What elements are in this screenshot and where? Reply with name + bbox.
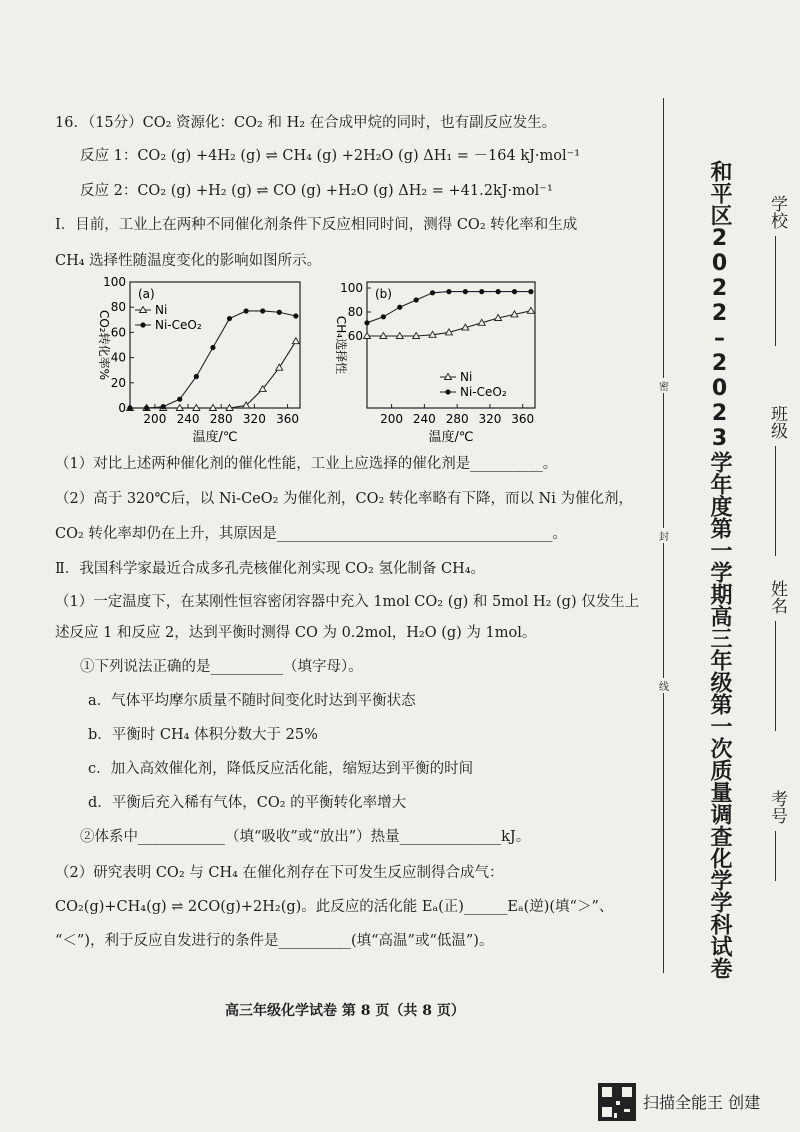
part1-line1: Ⅰ．目前，工业上在两种不同催化剂条件下反应相同时间，测得 CO₂ 转化率和生成 <box>55 217 578 233</box>
qr-code-icon <box>598 1083 636 1121</box>
x-tick-label: 280 <box>209 412 233 426</box>
option-a: a．气体平均摩尔质量不随时间变化时达到平衡状态 <box>88 693 416 709</box>
field-exam-number-label: 考号 <box>767 790 787 824</box>
p2q1-line1: （1）一定温度下，在某刚性恒容密闭容器中充入 1mol CO₂ (g) 和 5mol H₂ (g) 仅发生上 <box>55 594 640 610</box>
field-name-label: 姓名 <box>767 580 787 614</box>
legend-dot <box>445 389 450 394</box>
part1-line2: CH₄ 选择性随温度变化的影响如图所示。 <box>55 253 322 269</box>
x-tick-label: 320 <box>478 412 502 426</box>
q2-line2: CO₂ 转化率却仍在上升，其原因是______________________________________。 <box>55 526 567 542</box>
data-point-dot <box>381 314 386 319</box>
chart-a <box>75 270 315 450</box>
x-tick-label: 200 <box>143 412 167 426</box>
y-tick-label: 80 <box>347 305 363 319</box>
x-tick-label: 360 <box>511 412 535 426</box>
scanner-watermark: 扫描全能王 创建 <box>643 1093 761 1112</box>
page-footer: 高三年级化学试卷 第 8 页（共 8 页） <box>225 1003 465 1019</box>
binding-mark-3: 线 <box>659 678 669 693</box>
x-tick-label: 360 <box>276 412 300 426</box>
option-d: d．平衡后充入稀有气体，CO₂ 的平衡转化率增大 <box>88 795 407 811</box>
field-exam-number <box>768 790 785 824</box>
x-axis-label: 温度/℃ <box>428 430 474 445</box>
data-point-dot <box>277 310 282 315</box>
legend-label: Ni-CeO₂ <box>460 385 507 399</box>
data-point-dot <box>194 374 199 379</box>
p2q2-line3: “＜”)，利于反应自发进行的条件是__________(填“高温”或“低温”)。 <box>55 933 494 949</box>
p2q2-line1: （2）研究表明 CO₂ 与 CH₄ 在催化剂存在下可发生反应制得合成气： <box>55 865 504 881</box>
field-school <box>768 195 785 229</box>
field-class-line <box>775 446 776 556</box>
legend-dot <box>140 322 145 327</box>
q2-line1: （2）高于 320℃后，以 Ni-CeO₂ 为催化剂，CO₂ 转化率略有下降，而以 Ni 为催化剂， <box>55 491 633 507</box>
data-point-dot <box>227 316 232 321</box>
y-axis-label: CH₄选择性 <box>334 315 348 375</box>
data-point-dot <box>446 289 451 294</box>
field-name-line <box>775 621 776 731</box>
binding-mark-2: 封 <box>659 528 669 543</box>
chart-b <box>325 270 550 450</box>
data-point-dot <box>414 297 419 302</box>
reaction-2: 反应 2：CO₂ (g) +H₂ (g) ⇌ CO (g) +H₂O (g) ΔH₂ = +41.2kJ·mol⁻¹ <box>80 183 553 199</box>
data-point-dot <box>496 289 501 294</box>
legend-label: Ni-CeO₂ <box>155 318 202 332</box>
y-axis-label: CO₂转化率% <box>97 309 111 381</box>
data-point-dot <box>260 308 265 313</box>
y-tick-label: 60 <box>347 329 363 343</box>
field-class-label: 班级 <box>767 405 787 439</box>
y-tick-label: 40 <box>110 350 126 365</box>
panel-label: (b) <box>375 287 392 301</box>
sub-question-2: ②体系中____________（填“吸收”或“放出”）热量______________kJ。 <box>80 829 531 845</box>
data-point-dot <box>293 313 298 318</box>
x-tick-label: 280 <box>445 412 469 426</box>
binding-mark-1: 密 <box>659 378 669 393</box>
x-tick-label: 320 <box>242 412 266 426</box>
field-name <box>768 580 785 614</box>
option-b: b．平衡时 CH₄ 体积分数大于 25% <box>88 727 318 743</box>
data-point-dot <box>397 305 402 310</box>
side-title <box>707 160 733 979</box>
legend-label: Ni <box>460 370 473 384</box>
data-point-dot <box>430 290 435 295</box>
data-point-dot <box>243 308 248 313</box>
data-point-dot <box>144 405 149 410</box>
x-tick-label: 200 <box>380 412 404 426</box>
legend-label: Ni <box>155 303 168 317</box>
y-tick-label: 100 <box>103 275 126 289</box>
y-tick-label: 80 <box>110 300 126 315</box>
sub-question-1: ①下列说法正确的是__________（填字母）。 <box>80 659 363 675</box>
question-intro: 16．（15分）CO₂ 资源化：CO₂ 和 H₂ 在合成甲烷的同时，也有副反应发生。 <box>55 115 557 131</box>
y-tick-label: 60 <box>110 325 126 340</box>
data-point-dot <box>364 320 369 325</box>
data-point-triangle <box>527 307 534 313</box>
series-line-triangle <box>130 341 296 408</box>
data-point-dot <box>528 289 533 294</box>
panel-label: (a) <box>138 287 155 301</box>
field-class <box>768 405 785 439</box>
part2-heading: Ⅱ．我国科学家最近合成多孔壳核催化剂实现 CO₂ 氢化制备 CH₄。 <box>55 561 486 577</box>
data-point-dot <box>479 289 484 294</box>
y-tick-label: 20 <box>110 375 126 390</box>
data-point-dot <box>161 404 166 409</box>
x-tick-label: 240 <box>176 412 200 426</box>
p2q1-line2: 述反应 1 和反应 2，达到平衡时测得 CO 为 0.2mol，H₂O (g) 为 1mol。 <box>55 625 537 641</box>
plot-frame <box>367 282 535 408</box>
y-tick-label: 100 <box>340 281 363 295</box>
field-exam-number-line <box>775 831 776 881</box>
side-title-text: 和平区2022–2023学年度第一学期高三年级第一次质量调查化学学科试卷 <box>707 160 732 979</box>
data-point-dot <box>177 397 182 402</box>
x-axis-label: 温度/℃ <box>192 430 238 445</box>
p2q2-line2: CO₂(g)+CH₄(g) ⇌ 2CO(g)+2H₂(g)。此反应的活化能 Eₐ(正)______Eₐ(逆)(填“＞”、 <box>55 899 614 915</box>
reaction-1: 反应 1：CO₂ (g) +4H₂ (g) ⇌ CH₄ (g) +2H₂O (g) ΔH₁ = －164 kJ·mol⁻¹ <box>80 148 581 164</box>
data-point-triangle <box>276 364 283 370</box>
data-point-dot <box>127 405 132 410</box>
data-point-dot <box>463 289 468 294</box>
data-point-dot <box>512 289 517 294</box>
q1: （1）对比上述两种催化剂的催化性能，工业上应选择的催化剂是__________。 <box>55 456 558 472</box>
field-school-line <box>775 236 776 346</box>
y-tick-label: 0 <box>118 401 126 415</box>
x-tick-label: 240 <box>412 412 436 426</box>
data-point-triangle <box>292 338 299 344</box>
option-c: c．加入高效催化剂，降低反应活化能，缩短达到平衡的时间 <box>88 761 474 777</box>
field-school-label: 学校 <box>767 195 787 229</box>
data-point-dot <box>210 345 215 350</box>
